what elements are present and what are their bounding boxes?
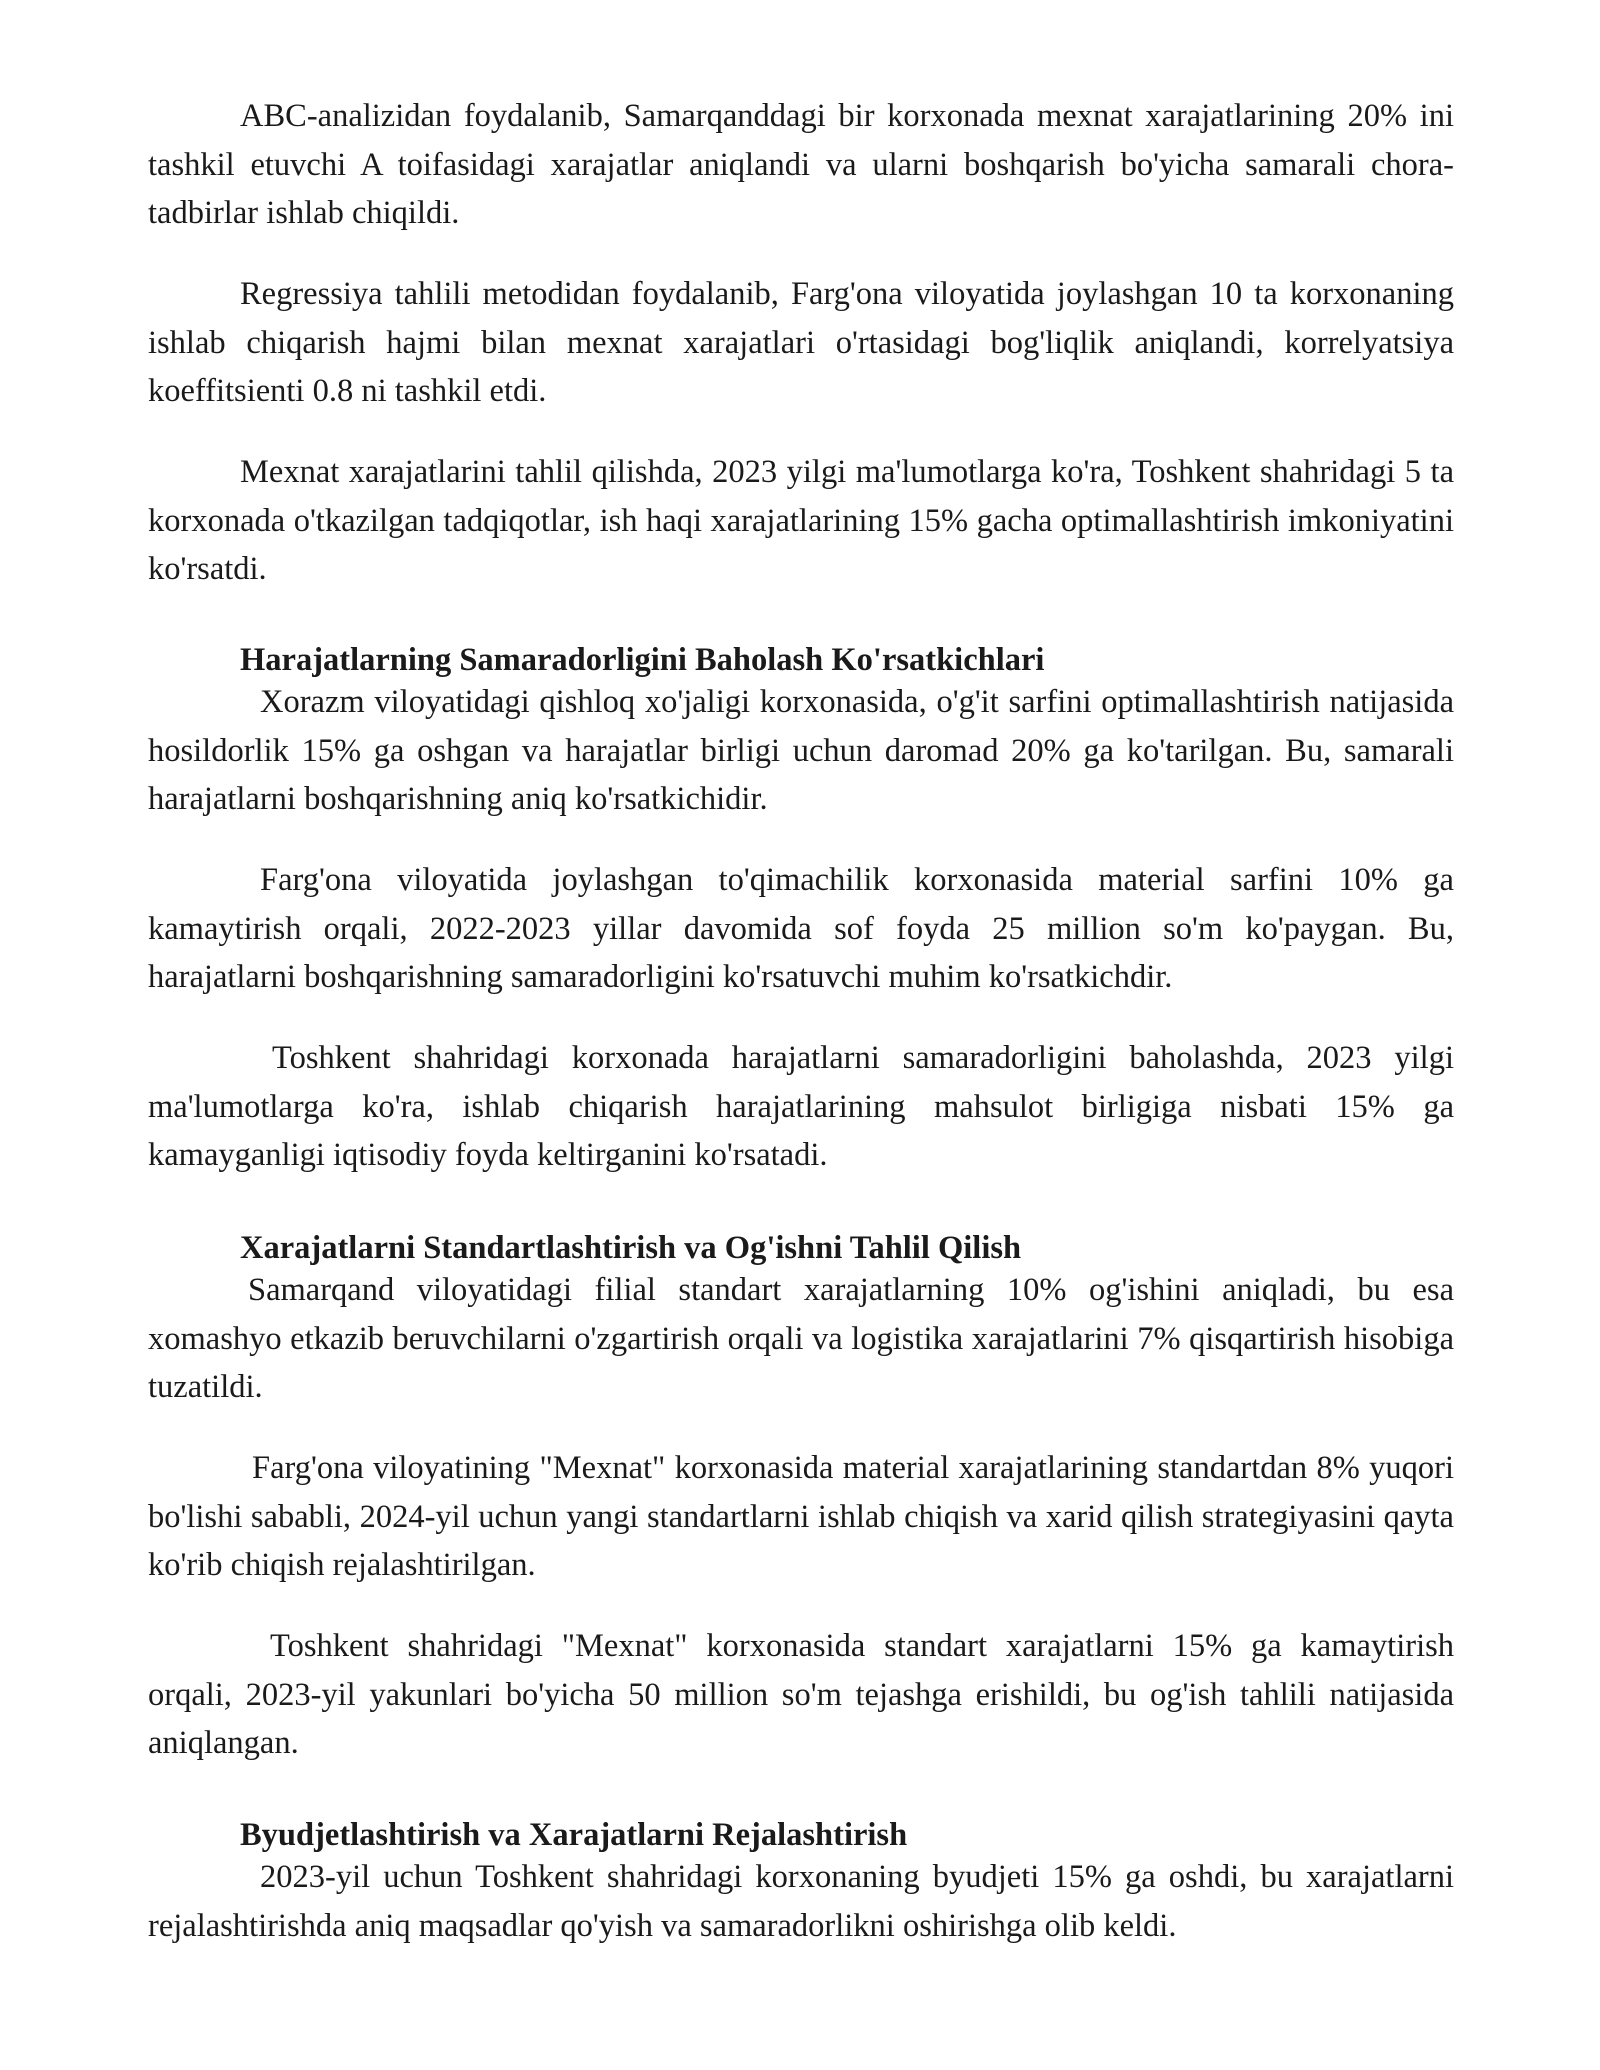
paragraph-tashkent-efficiency (148, 1034, 1454, 1180)
paragraph-fergana-mexnat (148, 1444, 1454, 1590)
paragraph-fergana-textile (148, 856, 1454, 1002)
paragraph-labor-cost-analysis (148, 448, 1454, 594)
paragraph-text: Xorazm viloyatidagi qishloq xo'jaligi korxonasida, o'g'it sarfini optimallashtirish natijasida hosildorlik 15% ga oshgan va harajatlar birligi uchun daromad 20% ga ko'tarilgan. Bu, samarali harajatlarni boshqarishning aniq ko'rsatkichidir. (148, 684, 1454, 818)
paragraph-text: Toshkent shahridagi "Mexnat" korxonasida standart xarajatlarni 15% ga kamaytirish orqali, 2023-yil yakunlari bo'yicha 50 million so'm tejashga erishildi, bu og'ish tahlili natijasida aniqlangan. (148, 1628, 1454, 1762)
paragraph-tashkent-mexnat (148, 1622, 1454, 1768)
paragraph-text: Samarqand viloyatidagi filial standart xarajatlarning 10% og'ishini aniqladi, bu esa xomashyo etkazib beruvchilarni o'zgartirish orqali va logistika xarajatlarini 7% qisqartirish hisobiga tuzatildi. (148, 1272, 1454, 1406)
paragraph-abc-analysis (148, 92, 1454, 238)
section-heading-budgeting-planning: Byudjetlashtirish va Xarajatlarni Rejalashtirish (240, 1817, 908, 1853)
paragraph-xorazm-agriculture (148, 678, 1454, 824)
paragraph-samarqand-branch (148, 1266, 1454, 1412)
paragraph-text: Regressiya tahlili metodidan foydalanib, Farg'ona viloyatida joylashgan 10 ta korxonaning ishlab chiqarish hajmi bilan mexnat xarajatlari o'rtasidagi bog'liqlik aniqlandi, korrelyatsiya koeffitsienti 0.8 ni tashkil etdi. (148, 276, 1454, 410)
paragraph-regression-analysis (148, 270, 1454, 416)
paragraph-tashkent-budget (148, 1853, 1454, 1950)
paragraph-text: Mexnat xarajatlarini tahlil qilishda, 2023 yilgi ma'lumotlarga ko'ra, Toshkent shahridagi 5 ta korxonada o'tkazilgan tadqiqotlar, ish haqi xarajatlarining 15% gacha optimallashtirish imkoniyatini ko'rsatdi. (148, 454, 1454, 588)
paragraph-text: 2023-yil uchun Toshkent shahridagi korxonaning byudjeti 15% ga oshdi, bu xarajatlarni rejalashtirishda aniq maqsadlar qo'yish va samaradorlikni oshirishga olib keldi. (148, 1859, 1454, 1944)
paragraph-text: Farg'ona viloyatida joylashgan to'qimachilik korxonasida material sarfini 10% ga kamaytirish orqali, 2022-2023 yillar davomida sof foyda 25 million so'm ko'paygan. Bu, harajatlarni boshqarishning samaradorligini ko'rsatuvchi muhim ko'rsatkichdir. (148, 862, 1454, 996)
paragraph-text: Toshkent shahridagi korxonada harajatlarni samaradorligini baholashda, 2023 yilgi ma'lumotlarga ko'ra, ishlab chiqarish harajatlarining mahsulot birligiga nisbati 15% ga kamayganligi iqtisodiy foyda keltirganini ko'rsatadi. (148, 1040, 1454, 1174)
section-heading-efficiency-indicators: Harajatlarning Samaradorligini Baholash Ko'rsatkichlari (240, 642, 1045, 678)
section-heading-standardization-variance: Xarajatlarni Standartlashtirish va Og'ishni Tahlil Qilish (240, 1230, 1022, 1266)
paragraph-text: ABC-analizidan foydalanib, Samarqanddagi bir korxonada mexnat xarajatlarining 20% ini tashkil etuvchi A toifasidagi xarajatlar aniqlandi va ularni boshqarish bo'yicha samarali chora-tadbirlar ishlab chiqildi. (148, 98, 1454, 232)
paragraph-text: Farg'ona viloyatining "Mexnat" korxonasida material xarajatlarining standartdan 8% yuqori bo'lishi sababli, 2024-yil uchun yangi standartlarni ishlab chiqish va xarid qilish strategiyasini qayta ko'rib chiqish rejalashtirilgan. (148, 1450, 1454, 1584)
